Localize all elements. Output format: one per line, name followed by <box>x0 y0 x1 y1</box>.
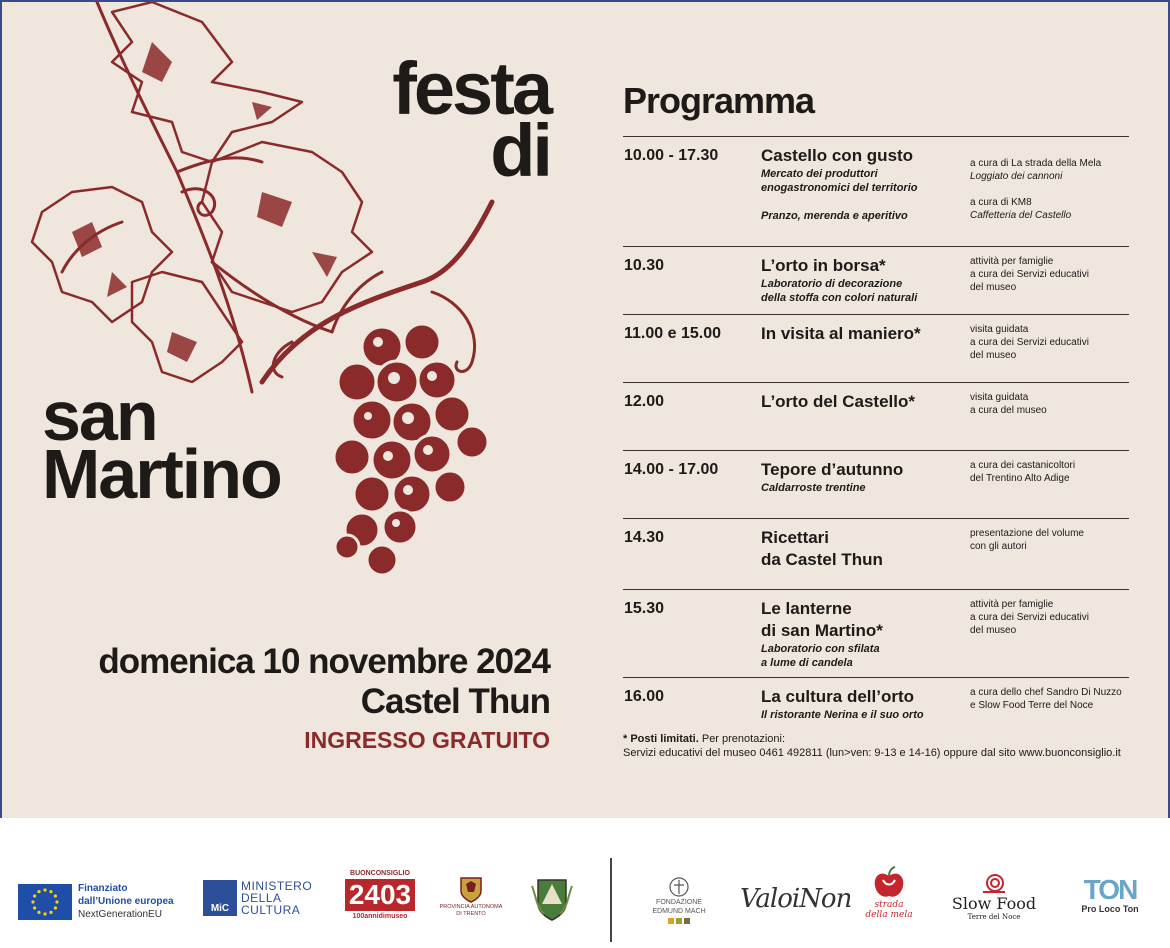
provincia-logo <box>437 874 505 918</box>
row-time: 12.00 <box>624 393 665 410</box>
title-festa: festa <box>392 47 550 130</box>
row-time: 10.30 <box>624 257 665 274</box>
eagle-crest-icon <box>458 874 484 904</box>
row-info-line: a cura dei Servizi educativi <box>970 269 1089 280</box>
row-info-line: Caffetteria del Castello <box>970 210 1072 221</box>
row-info-line: attività per famiglie <box>970 599 1054 610</box>
row-time: 14.00 - 17.00 <box>624 461 719 478</box>
bc-top-text: BUONCONSIGLIO <box>350 870 410 877</box>
row-event <box>761 323 961 345</box>
row-info-line: a cura dei castanicoltori <box>970 460 1076 471</box>
booking-note <box>623 732 1153 760</box>
mic-text-3: CULTURA <box>241 903 301 917</box>
mach-text-1: FONDAZIONE <box>656 899 702 906</box>
row-event-name: Castello con gusto <box>761 146 914 165</box>
mach-text-2: EDMUND MACH <box>652 908 706 915</box>
strada-text: strada della mela <box>865 900 913 920</box>
row-info-line: visita guidata <box>970 324 1029 335</box>
note-rest: Per prenotazioni: <box>698 733 786 745</box>
row-info <box>970 255 1135 294</box>
row-info-line: del museo <box>970 282 1017 293</box>
row-event-sub: enogastronomici del territorio <box>761 182 918 194</box>
mic-text-2: DELLA <box>241 891 282 905</box>
row-time: 10.00 - 17.30 <box>624 147 719 164</box>
row-event-name: Tepore d’autunno <box>761 460 904 479</box>
row-info <box>970 157 1135 222</box>
event-place: Castel Thun <box>360 682 550 721</box>
free-entry-label: INGRESSO GRATUITO <box>304 727 550 753</box>
row-event-name: La cultura dell’orto <box>761 687 915 706</box>
programme-row <box>623 382 1129 450</box>
row-event-name: L’orto in borsa* <box>761 256 886 275</box>
valoinon-text: ValoiNon <box>740 884 852 914</box>
programme-row <box>623 518 1129 589</box>
note-bold: * Posti limitati. <box>623 733 699 745</box>
crest-icon <box>528 876 576 922</box>
row-info-line: del museo <box>970 625 1017 636</box>
prov-text-2: DI TRENTO <box>456 911 486 917</box>
row-info-line: a cura dello chef Sandro Di Nuzzo <box>970 687 1122 698</box>
row-info <box>970 323 1135 362</box>
row-event-name: L’orto del Castello* <box>761 392 915 411</box>
row-time: 11.00 e 15.00 <box>624 325 721 342</box>
programme-row <box>623 589 1129 677</box>
row-event <box>761 459 961 495</box>
row-info-line: presentazione del volume <box>970 528 1084 539</box>
row-event-sub: della stoffa con colori naturali <box>761 292 918 304</box>
eu-text-2: dall’Unione europea <box>78 896 174 907</box>
row-event <box>761 527 961 571</box>
row-info-line: con gli autori <box>970 541 1027 552</box>
title-festa-di <box>302 47 550 192</box>
eu-text-3: NextGenerationEU <box>78 909 162 920</box>
row-event-name: Le lanterne <box>761 599 852 618</box>
row-info-line: visita guidata <box>970 392 1029 403</box>
row-event-sub: Pranzo, merenda e aperitivo <box>761 210 908 222</box>
title-martino: Martino <box>42 435 281 513</box>
row-info <box>970 527 1135 553</box>
row-event-name-line2: da Castel Thun <box>761 550 883 569</box>
row-event-name-line2: di san Martino* <box>761 621 883 640</box>
row-info-line: e Slow Food Terre del Noce <box>970 700 1094 711</box>
apple-icon <box>871 866 907 900</box>
row-event-sub: Il ristorante Nerina e il suo orto <box>761 709 924 721</box>
row-event-sub: Mercato dei produttori <box>761 168 878 180</box>
slow-food-logo <box>948 872 1040 921</box>
eu-flag-icon <box>18 884 72 920</box>
row-info-line: attività per famiglie <box>970 256 1054 267</box>
programme-row <box>623 450 1129 518</box>
row-event <box>761 686 971 722</box>
programme-heading: Programma <box>623 80 815 121</box>
proloco-text: Pro Loco Ton <box>1081 904 1139 914</box>
eu-text-1: Finanziato <box>78 883 128 894</box>
programme-row <box>623 136 1129 246</box>
bc-number: 2403 <box>345 879 415 911</box>
row-info <box>970 459 1135 485</box>
programme-row <box>623 677 1129 727</box>
programme-row <box>623 246 1129 314</box>
strada-mela-logo <box>862 866 916 920</box>
buonconsiglio-logo <box>344 870 416 920</box>
row-info-line: a cura dei Servizi educativi <box>970 337 1089 348</box>
proloco-mark: TON <box>1083 874 1137 905</box>
title-di: di <box>490 109 550 192</box>
row-info <box>970 391 1135 417</box>
row-event-name: In visita al maniero* <box>761 324 921 343</box>
row-event <box>761 391 961 413</box>
programme <box>623 80 1129 727</box>
slow-food-text: Slow Food <box>951 894 1037 913</box>
row-event-sub: a lume di candela <box>761 657 853 669</box>
programme-row <box>623 314 1129 382</box>
mic-logo <box>203 880 312 916</box>
valoinon-logo <box>740 884 851 914</box>
row-time: 15.30 <box>624 600 665 617</box>
mic-text-1: MINISTERO <box>241 879 313 893</box>
mach-color-squares <box>668 918 690 924</box>
row-event <box>761 598 961 670</box>
row-event-sub: Laboratorio con sfilata <box>761 643 880 655</box>
event-details <box>22 642 550 758</box>
footer-divider <box>610 858 612 942</box>
event-date: domenica 10 novembre 2024 <box>98 642 550 681</box>
row-info-line: Loggiato dei cannoni <box>970 171 1063 182</box>
row-info <box>970 598 1135 637</box>
row-info-line: a cura di KM8 <box>970 197 1032 208</box>
title-san: san <box>42 377 157 455</box>
snail-icon <box>981 872 1007 894</box>
row-event <box>761 255 961 305</box>
row-time: 14.30 <box>624 529 665 546</box>
mic-mark: MiC <box>203 880 237 916</box>
bc-bottom-text: 100annidimuseo <box>352 913 408 920</box>
row-event-sub: Caldarroste trentine <box>761 482 866 494</box>
fondazione-mach-logo <box>644 876 714 924</box>
note-contact: Servizi educativi del museo 0461 492811 (lun>ven: 9-13 e 14-16) oppure dal sito www.buonconsiglio.it <box>623 747 1121 759</box>
slow-food-sub: Terre del Noce <box>967 913 1021 921</box>
row-time: 16.00 <box>624 688 665 705</box>
row-event-sub: Laboratorio di decorazione <box>761 278 903 290</box>
row-info-line: del Trentino Alto Adige <box>970 473 1070 484</box>
row-info <box>970 686 1135 712</box>
row-info-line: a cura del museo <box>970 405 1047 416</box>
row-info-line: a cura dei Servizi educativi <box>970 612 1089 623</box>
mach-emblem-icon <box>668 876 690 898</box>
eu-logo <box>18 882 174 921</box>
pro-loco-ton-logo <box>1074 876 1146 914</box>
row-event-name: Ricettari <box>761 528 830 547</box>
row-info-line: del museo <box>970 350 1017 361</box>
title-san-martino <box>42 377 281 513</box>
municipal-crest-logo <box>528 876 576 922</box>
row-info-line: a cura di La strada della Mela <box>970 158 1102 169</box>
row-event <box>761 145 961 223</box>
prov-text-1: PROVINCIA AUTONOMA <box>439 904 503 910</box>
sponsor-footer <box>0 818 1170 948</box>
